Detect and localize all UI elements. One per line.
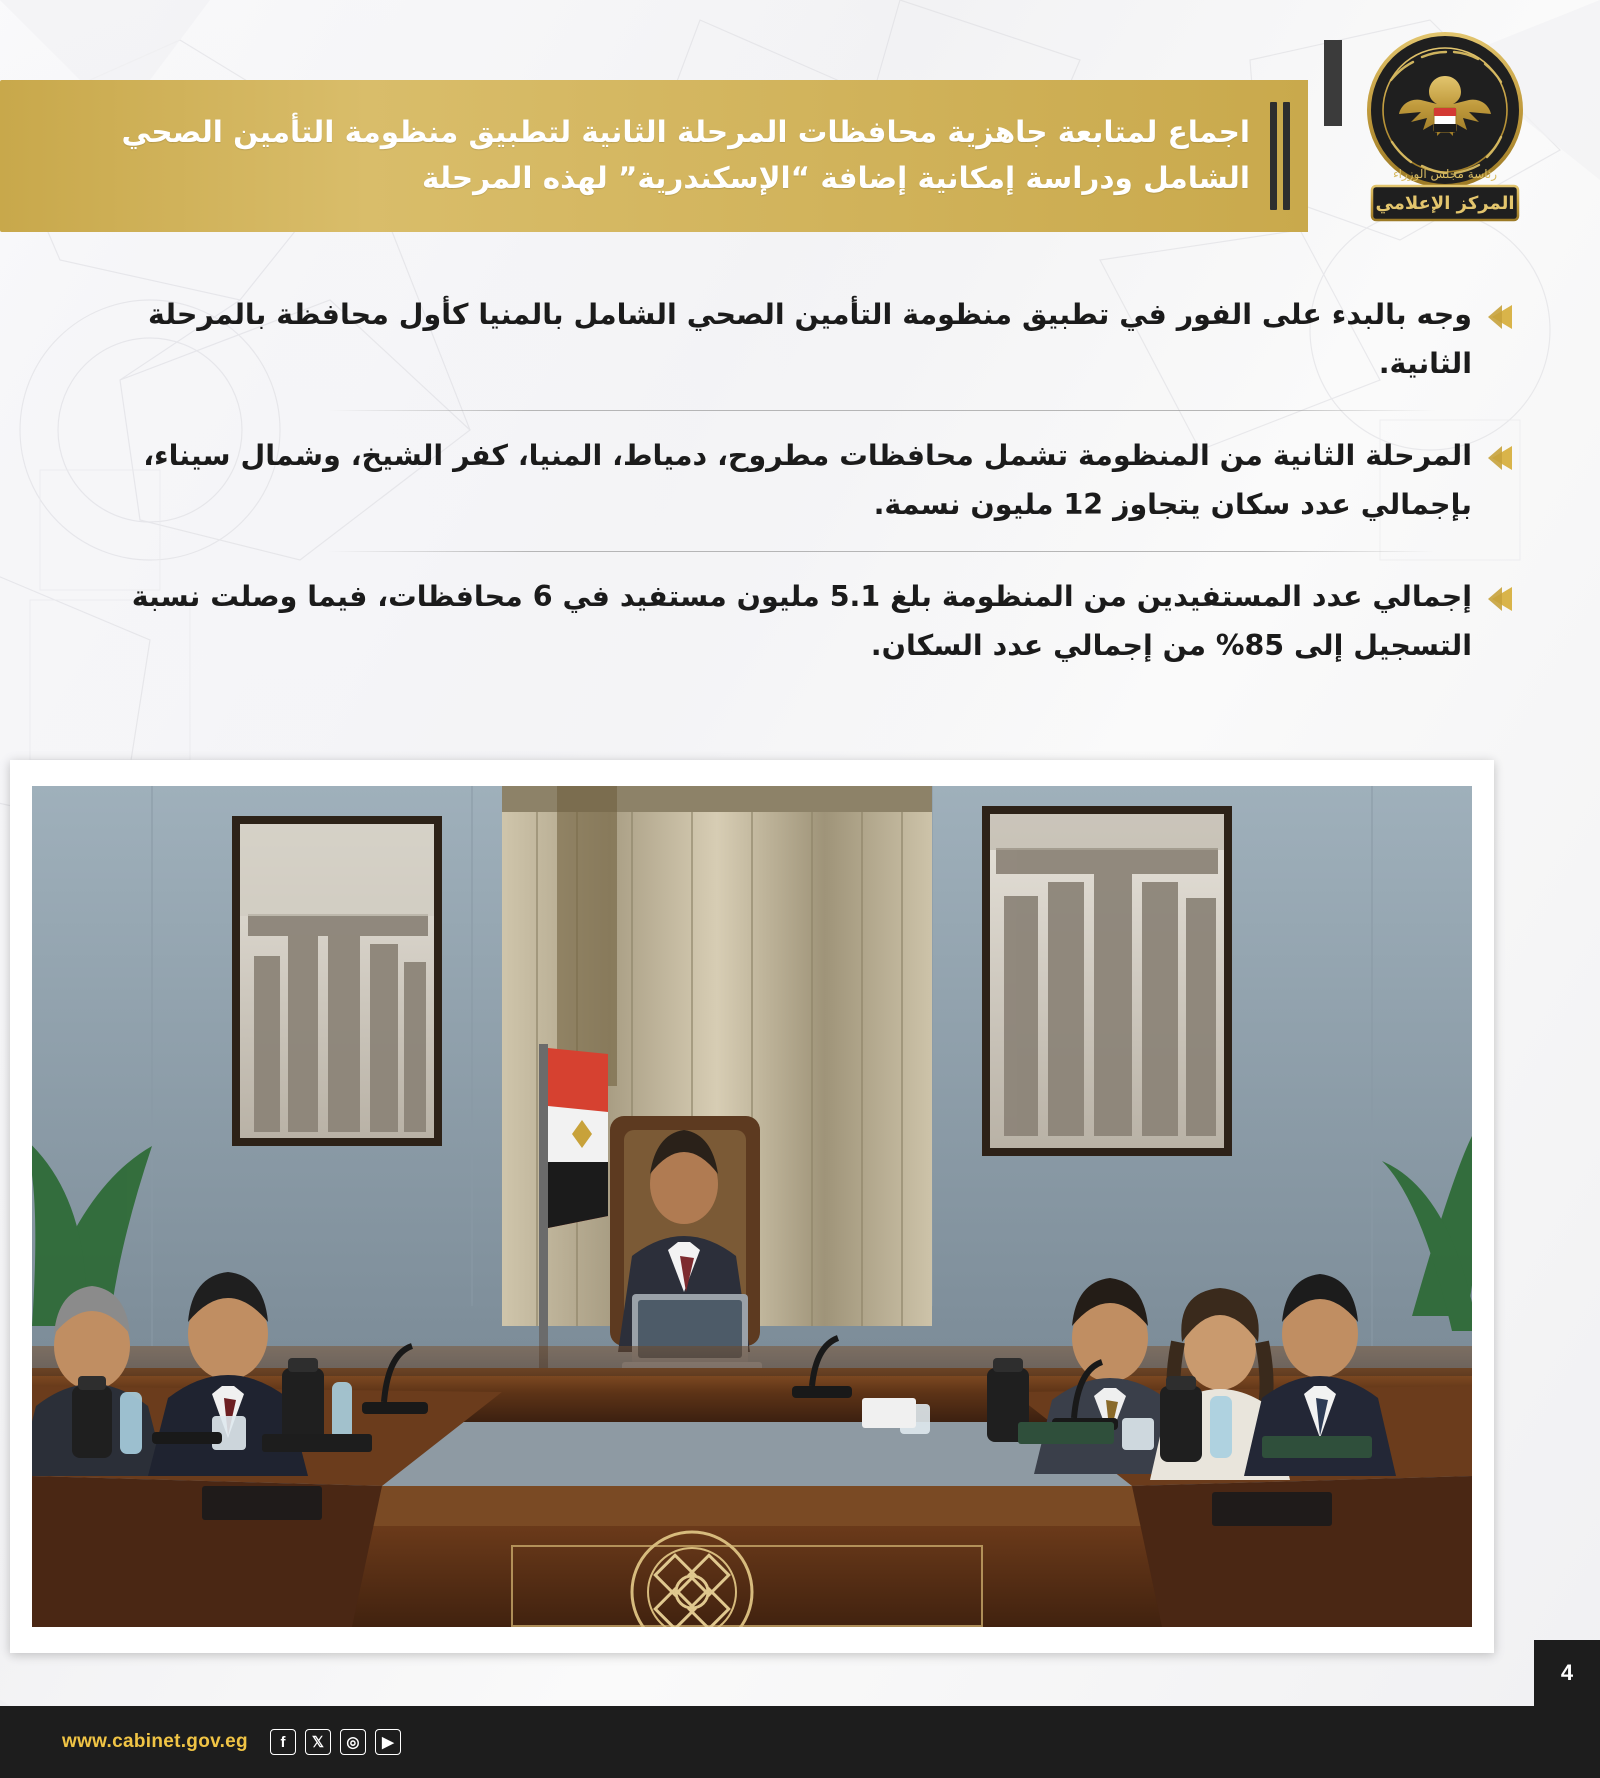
social-links bbox=[270, 1729, 401, 1755]
bullet-item-3 bbox=[78, 554, 1522, 690]
footer bbox=[0, 1706, 1600, 1778]
header bbox=[0, 0, 1600, 258]
website-url[interactable]: www.cabinet.gov.eg bbox=[62, 1731, 248, 1752]
bullet-text: إجمالي عدد المستفيدين من المنظومة بلغ 5.1 مليون مستفيد في 6 محافظات، فيما وصلت نسبة التسجيل إلى 85% من إجمالي عدد السكان. bbox=[131, 580, 1472, 663]
bullet-item-2 bbox=[78, 413, 1522, 549]
chevron-right-icon bbox=[1482, 300, 1520, 334]
meeting-photograph bbox=[32, 786, 1472, 1627]
svg-text:المركز الإعلامي: المركز الإعلامي bbox=[1375, 193, 1515, 214]
photo-frame bbox=[10, 760, 1494, 1653]
bullet-list bbox=[0, 272, 1600, 690]
bullet-text: المرحلة الثانية من المنظومة تشمل محافظات مطروح، دمياط، المنيا، كفر الشيخ، وشمال سيناء، بإجمالي عدد سكان يتجاوز 12 مليون نسمة. bbox=[143, 439, 1472, 522]
bullet-item-1 bbox=[78, 272, 1522, 408]
x-twitter-icon[interactable]: 𝕏 bbox=[305, 1729, 331, 1755]
youtube-icon[interactable]: ▶ bbox=[375, 1729, 401, 1755]
title-bars-icon bbox=[1264, 102, 1290, 210]
page-number: 4 bbox=[1534, 1640, 1600, 1706]
chevron-right-icon bbox=[1482, 582, 1520, 616]
bullet-text: وجه بالبدء على الفور في تطبيق منظومة التأمين الصحي الشامل بالمنيا كأول محافظة بالمرحلة الثانية. bbox=[147, 298, 1472, 381]
facebook-icon[interactable]: f bbox=[270, 1729, 296, 1755]
egypt-cabinet-media-center-logo bbox=[1330, 18, 1560, 240]
divider bbox=[328, 551, 1436, 552]
svg-text:رئاسة مجلس الوزراء: رئاسة مجلس الوزراء bbox=[1392, 167, 1498, 181]
title-banner bbox=[0, 80, 1308, 232]
divider bbox=[328, 410, 1436, 411]
page-title: اجماع لمتابعة جاهزية محافظات المرحلة الثانية لتطبيق منظومة التأمين الصحي الشامل ودراسة إمكانية إضافة “الإسكندرية” لهذه المرحلة bbox=[121, 115, 1250, 195]
instagram-icon[interactable]: ◎ bbox=[340, 1729, 366, 1755]
chevron-right-icon bbox=[1482, 441, 1520, 475]
